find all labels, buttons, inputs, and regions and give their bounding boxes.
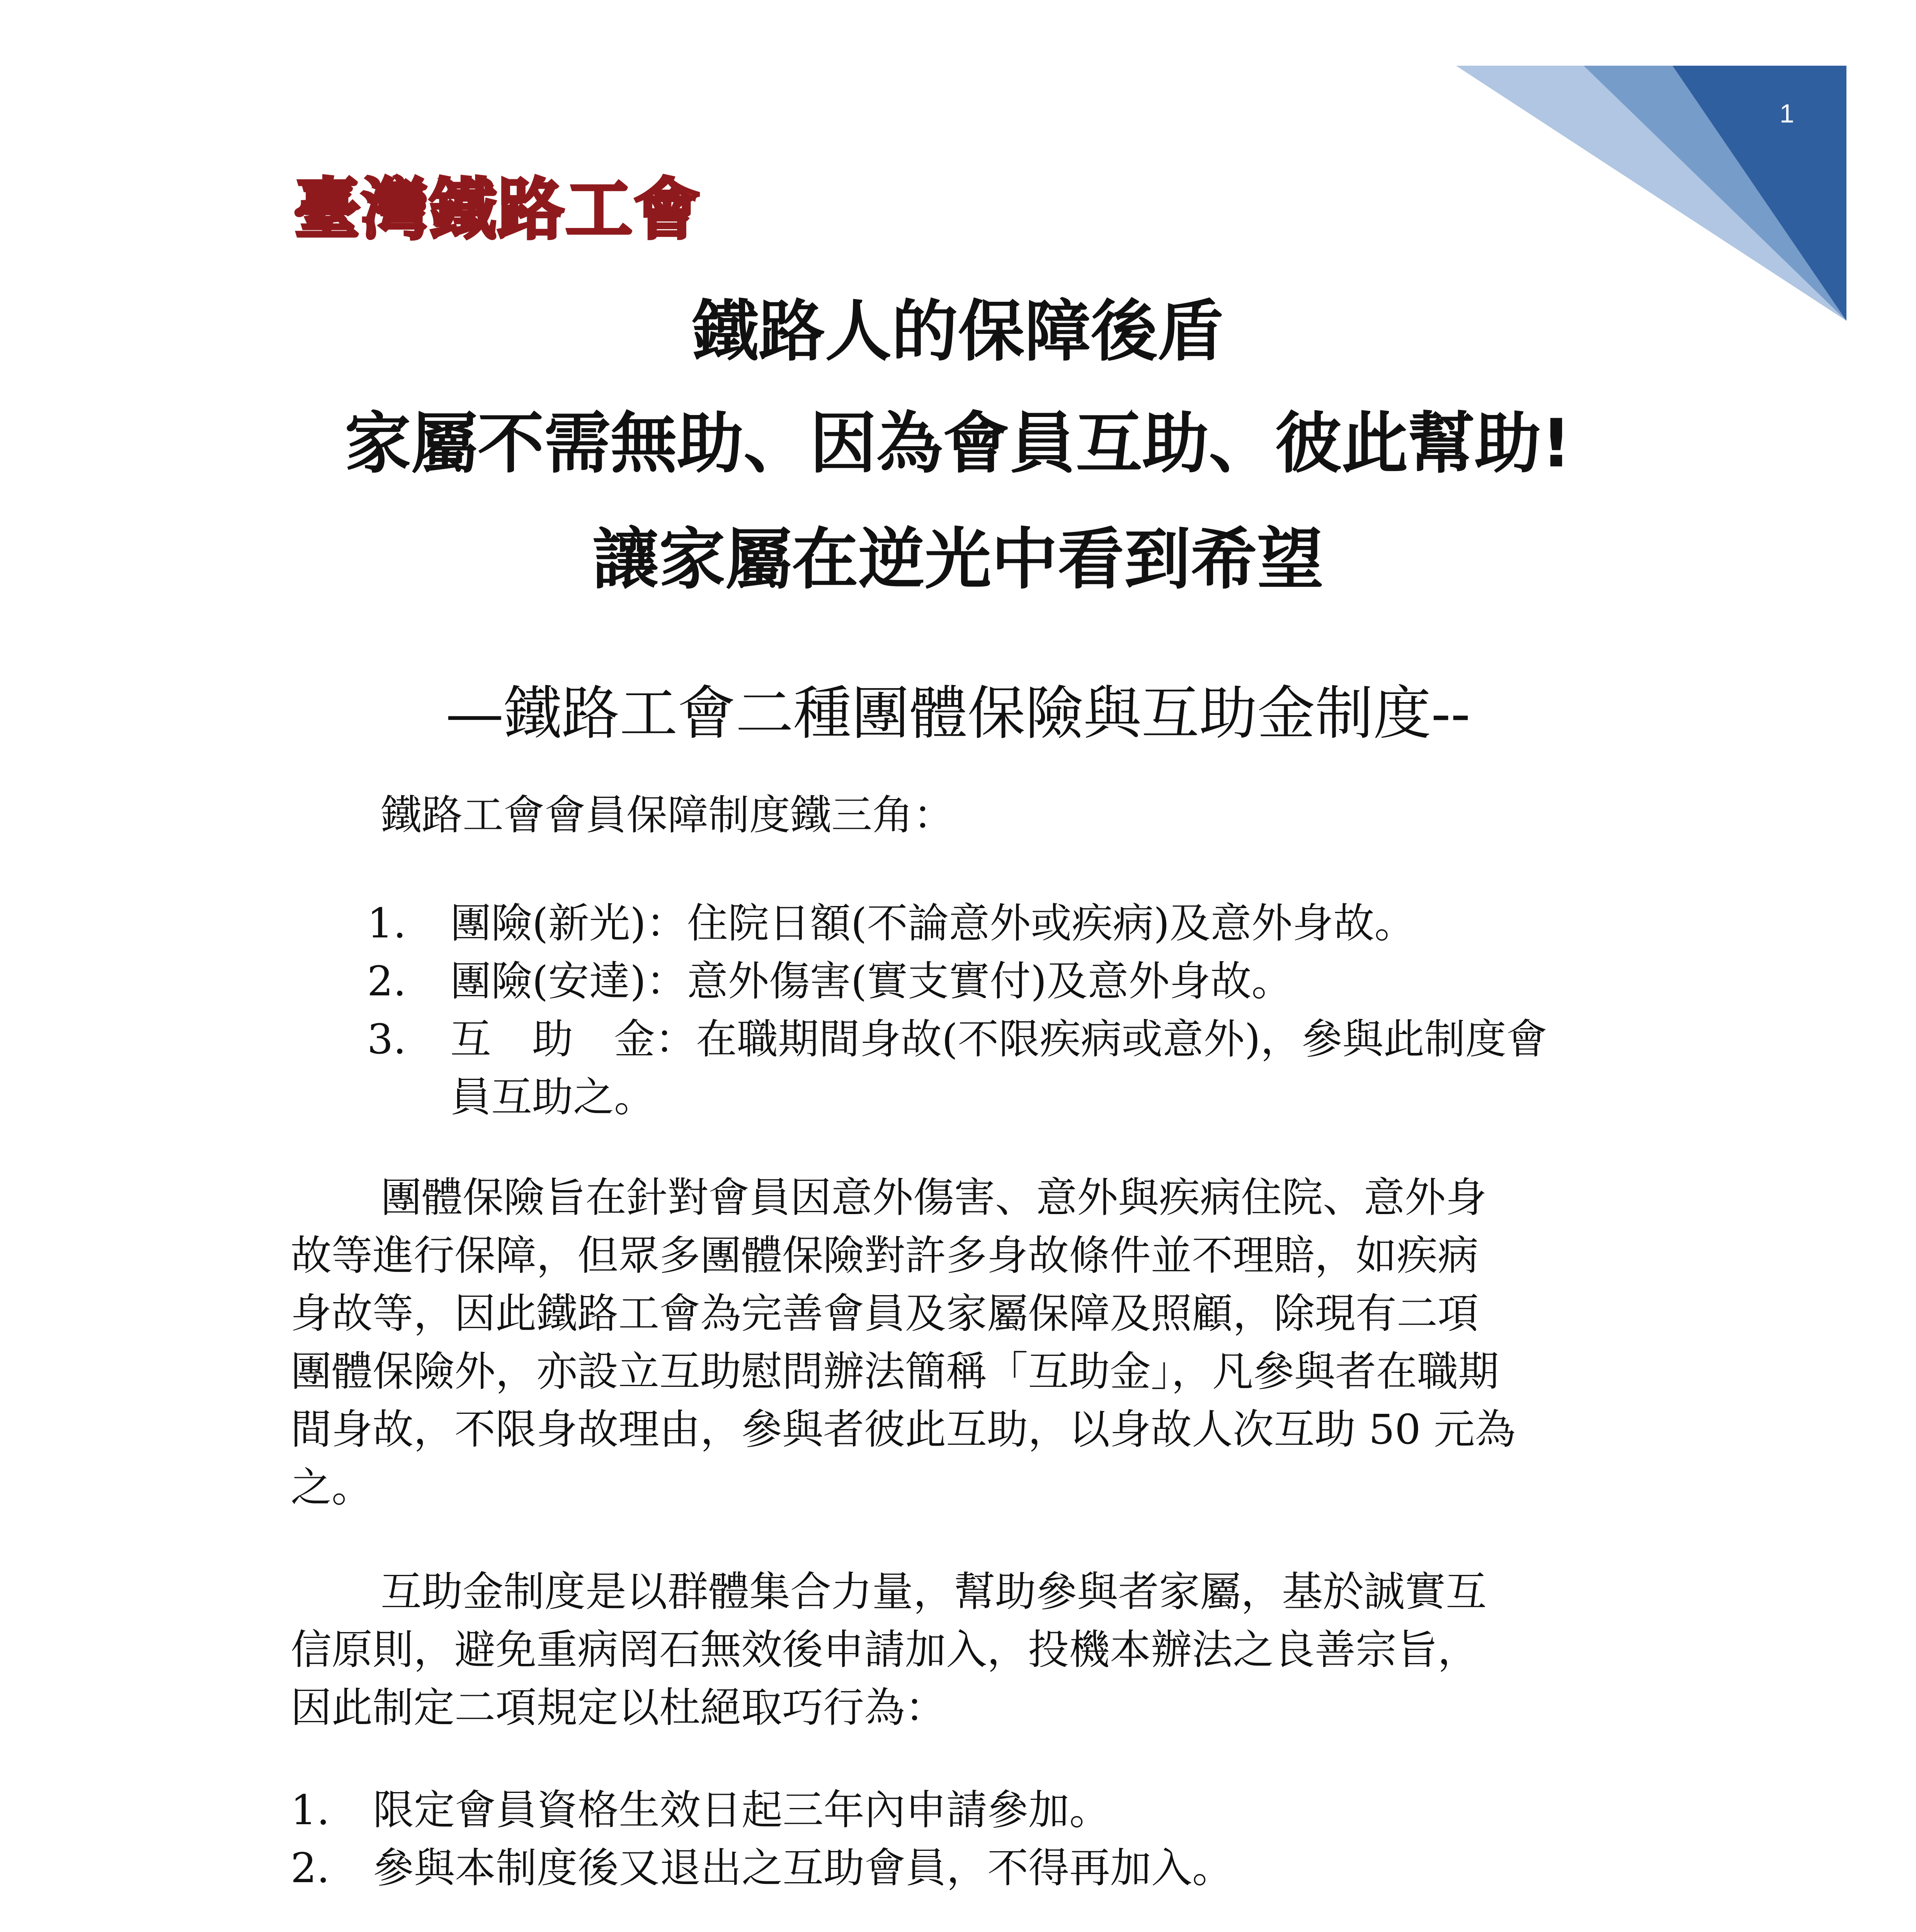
paragraph-line: 故等進行保障，但眾多團體保險對許多身故條件並不理賠，如疾病 bbox=[291, 1232, 1479, 1279]
list-item-text: 團險(新光)：住院日額(不論意外或疾病)及意外身故。 bbox=[450, 900, 1416, 947]
headline-line-1: 鐵路人的保障後盾 bbox=[692, 293, 1224, 370]
paragraph-line: 團體保險外，亦設立互助慰問辦法簡稱「互助金」，凡參與者在職期 bbox=[291, 1348, 1499, 1395]
list-number: 1. bbox=[291, 1786, 330, 1834]
list-number: 1. bbox=[367, 900, 407, 947]
paragraph-line: 之。 bbox=[291, 1464, 373, 1511]
list-item-text: 參與本制度後又退出之互助會員，不得再加入。 bbox=[373, 1844, 1233, 1892]
paragraph-line: 團體保險旨在針對會員因意外傷害、意外與疾病住院、意外身 bbox=[381, 1174, 1487, 1221]
list-item-text: 限定會員資格生效日起三年內申請參加。 bbox=[373, 1786, 1110, 1834]
list-item-text: 互 助 金：在職期間身故(不限疾病或意外)，參與此制度會 bbox=[450, 1015, 1547, 1063]
paragraph-line: 互助金制度是以群體集合力量，幫助參與者家屬，基於誠實互 bbox=[381, 1568, 1487, 1616]
intro-text: 鐵路工會會員保障制度鐵三角： bbox=[381, 791, 954, 839]
paragraph-line: 信原則，避免重病罔石無效後申請加入，投機本辦法之良善宗旨， bbox=[291, 1626, 1479, 1673]
subtitle: —鐵路工會二種團體保險與互助金制度-- bbox=[446, 680, 1470, 747]
headline-line-3: 讓家屬在逆光中看到希望 bbox=[592, 520, 1324, 598]
paragraph-line: 間身故，不限身故理由，參與者彼此互助，以身故人次互助 50 元為 bbox=[291, 1406, 1516, 1453]
page-number: 1 bbox=[1780, 99, 1794, 128]
list-number: 2. bbox=[367, 957, 407, 1005]
headline-line-2: 家屬不需無助、因為會員互助、彼此幫助! bbox=[344, 405, 1572, 482]
list-item-text: 員互助之。 bbox=[450, 1073, 655, 1121]
list-number: 2. bbox=[291, 1844, 330, 1892]
list-number: 3. bbox=[367, 1015, 407, 1063]
paragraph-line: 身故等，因此鐵路工會為完善會員及家屬保障及照顧，除現有二項 bbox=[291, 1290, 1479, 1337]
list-item-text: 團險(安達)：意外傷害(實支實付)及意外身故。 bbox=[450, 957, 1293, 1005]
paragraph-line: 因此制定二項規定以杜絕取巧行為： bbox=[291, 1684, 946, 1731]
brand-name: 臺灣鐵路工會 bbox=[294, 171, 702, 248]
